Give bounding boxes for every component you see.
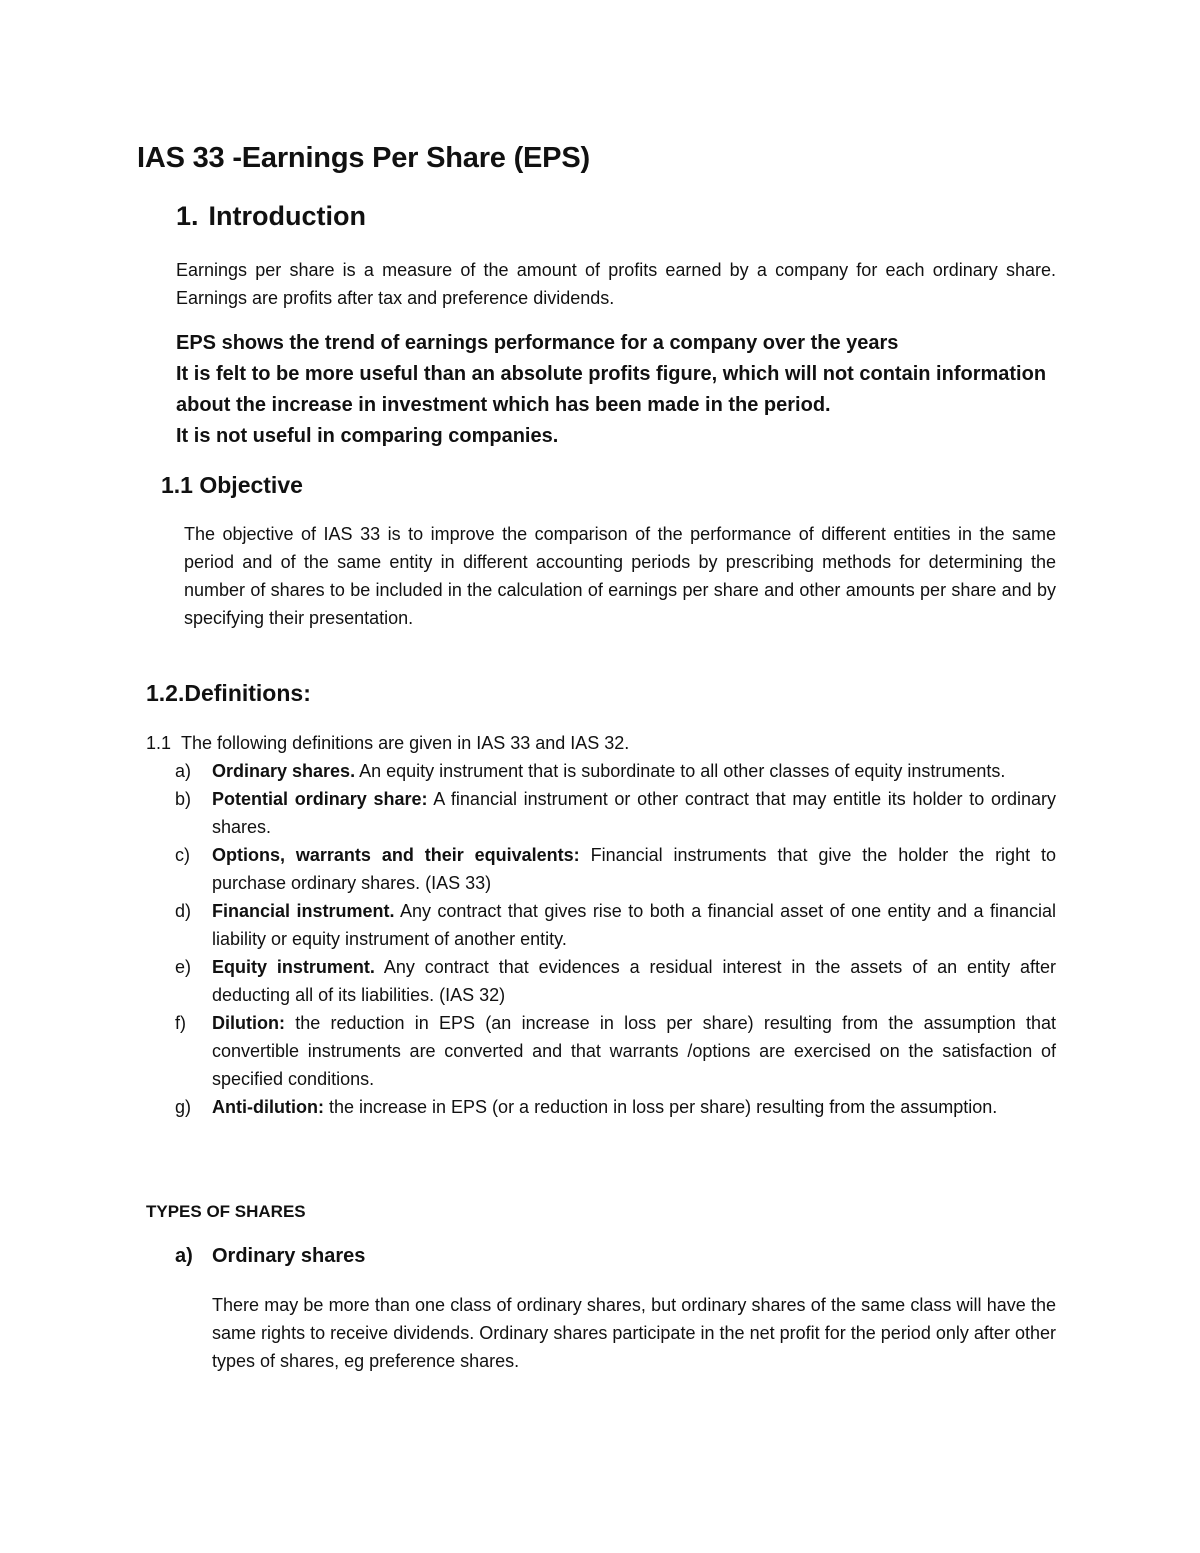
bold-line: EPS shows the trend of earnings performance for a company over the years xyxy=(176,332,899,354)
introduction-paragraph: Earnings per share is a measure of the amount of profits earned by a company for each ordinary share. Earnings are profits after tax and preference dividends. xyxy=(176,260,1056,308)
definition-letter: e) xyxy=(175,957,192,977)
ordinary-shares-letter: a) xyxy=(175,1245,193,1267)
definition-body xyxy=(212,1093,1056,1121)
introduction-heading-text: Introduction xyxy=(208,201,366,231)
introduction-heading xyxy=(176,201,366,232)
definition-term: Financial instrument. xyxy=(212,901,395,921)
definitions-list xyxy=(175,757,1056,1121)
definition-term: Anti-dilution: xyxy=(212,1097,324,1117)
definition-text: Financial instruments that give the holder the right to purchase ordinary shares. (IAS 33) xyxy=(212,845,1056,893)
definitions-intro xyxy=(146,729,629,757)
definition-item xyxy=(175,953,1056,1009)
definition-item xyxy=(175,1009,1056,1093)
document-title: IAS 33 -Earnings Per Share (EPS) xyxy=(137,142,590,174)
definition-item xyxy=(175,1093,1056,1121)
ordinary-shares-heading-text: Ordinary shares xyxy=(212,1245,366,1267)
definition-letter: f) xyxy=(175,1013,186,1033)
ordinary-shares-paragraph: There may be more than one class of ordinary shares, but ordinary shares of the same class will have the same rights to receive dividends. Ordinary shares participate in the net profit for the period only after other types of shares, eg preference shares. xyxy=(212,1295,1056,1371)
definition-body xyxy=(212,897,1056,953)
definition-text: Any contract that evidences a residual interest in the assets of an entity after deducting all of its liabilities. (IAS 32) xyxy=(212,957,1056,1005)
bold-line: It is not useful in comparing companies. xyxy=(176,425,559,447)
definition-term: Dilution: xyxy=(212,1013,285,1033)
definition-item xyxy=(175,897,1056,953)
definition-letter: a) xyxy=(175,761,192,781)
definition-text: An equity instrument that is subordinate to all other classes of equity instruments. xyxy=(355,761,1006,781)
definition-body xyxy=(212,757,1056,785)
definition-text: the reduction in EPS (an increase in loss per share) resulting from the assumption that convertible instruments are converted and that warrants /options are exercised on the satisfaction of specified conditions. xyxy=(212,1013,1056,1089)
definition-letter: d) xyxy=(175,901,192,921)
ordinary-shares-heading xyxy=(175,1245,365,1268)
bold-line: about the increase in investment which has been made in the period. xyxy=(176,394,831,416)
definition-body xyxy=(212,1009,1056,1093)
definition-item xyxy=(175,785,1056,841)
definition-term: Ordinary shares. xyxy=(212,761,356,781)
introduction-number: 1. xyxy=(176,201,199,231)
definition-body xyxy=(212,785,1056,841)
definitions-intro-text: The following definitions are given in IAS 33 and IAS 32. xyxy=(181,733,630,753)
types-of-shares-heading: TYPES OF SHARES xyxy=(146,1202,306,1221)
objective-heading: 1.1 Objective xyxy=(161,472,303,498)
definition-letter: c) xyxy=(175,845,190,865)
definition-letter: g) xyxy=(175,1097,192,1117)
introduction-bold-lines xyxy=(176,328,1076,452)
definition-term: Potential ordinary share: xyxy=(212,789,428,809)
definitions-intro-number: 1.1 xyxy=(146,733,172,753)
definition-text: the increase in EPS (or a reduction in loss per share) resulting from the assumption. xyxy=(323,1097,998,1117)
definition-item xyxy=(175,841,1056,897)
definition-item xyxy=(175,757,1056,785)
definition-term: Options, warrants and their equivalents: xyxy=(212,845,580,865)
definition-letter: b) xyxy=(175,789,192,809)
bold-line: It is felt to be more useful than an absolute profits figure, which will not contain information xyxy=(176,363,1047,385)
definition-text: Any contract that gives rise to both a financial asset of one entity and a financial liability or equity instrument of another entity. xyxy=(212,901,1057,949)
definition-body xyxy=(212,953,1056,1009)
definition-text: A financial instrument or other contract that may entitle its holder to ordinary shares. xyxy=(212,789,1056,837)
definition-term: Equity instrument. xyxy=(212,957,375,977)
definitions-heading: 1.2.Definitions: xyxy=(146,680,311,706)
definition-body xyxy=(212,841,1056,897)
objective-paragraph: The objective of IAS 33 is to improve the comparison of the performance of different entities in the same period and of the same entity in different accounting periods by prescribing methods for determining the number of shares to be included in the calculation of earnings per share and other amounts per share and by specifying their presentation. xyxy=(184,524,1056,628)
